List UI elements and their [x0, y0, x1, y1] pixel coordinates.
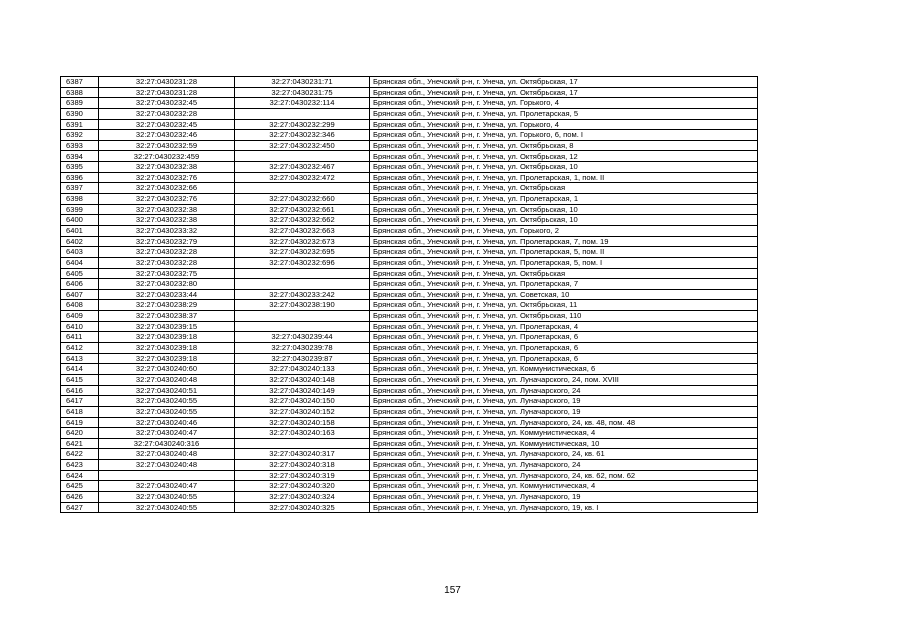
table-row: [61, 225, 758, 236]
parcel-number-cell: 32:27:0430232:28: [99, 247, 235, 258]
row-number-cell: 6425: [61, 481, 99, 492]
table-row: [61, 215, 758, 226]
table-row: [61, 449, 758, 460]
address-cell: Брянская обл., Унечский р-н, г. Унеча, ул. Луначарского, 24: [370, 385, 758, 396]
address-cell: Брянская обл., Унечский р-н, г. Унеча, ул. Октябрьская, 17: [370, 87, 758, 98]
row-number-cell: 6392: [61, 130, 99, 141]
table-row: [61, 300, 758, 311]
object-number-cell: 32:27:0430232:662: [235, 215, 370, 226]
object-number-cell: 32:27:0430231:75: [235, 87, 370, 98]
table-row: [61, 491, 758, 502]
address-cell: Брянская обл., Унечский р-н, г. Унеча, ул. Пролетарская, 7, пом. 19: [370, 236, 758, 247]
parcel-number-cell: 32:27:0430239:15: [99, 321, 235, 332]
object-number-cell: [235, 268, 370, 279]
address-cell: Брянская обл., Унечский р-н, г. Унеча, ул. Советская, 10: [370, 289, 758, 300]
row-number-cell: 6415: [61, 374, 99, 385]
parcel-number-cell: 32:27:0430239:18: [99, 343, 235, 354]
object-number-cell: [235, 279, 370, 290]
object-number-cell: 32:27:0430240:149: [235, 385, 370, 396]
row-number-cell: 6411: [61, 332, 99, 343]
address-cell: Брянская обл., Унечский р-н, г. Унеча, ул. Горького, 6, пом. I: [370, 130, 758, 141]
address-cell: Брянская обл., Унечский р-н, г. Унеча, ул. Пролетарская, 6: [370, 353, 758, 364]
address-cell: Брянская обл., Унечский р-н, г. Унеча, ул. Октябрьская, 8: [370, 140, 758, 151]
address-cell: Брянская обл., Унечский р-н, г. Унеча, ул. Горького, 4: [370, 98, 758, 109]
table-row: [61, 130, 758, 141]
address-cell: Брянская обл., Унечский р-н, г. Унеча, ул. Октябрьская, 11: [370, 300, 758, 311]
parcel-number-cell: 32:27:0430240:48: [99, 374, 235, 385]
page-number: 157: [444, 585, 461, 596]
table-row: [61, 374, 758, 385]
parcel-number-cell: 32:27:0430240:55: [99, 406, 235, 417]
parcel-number-cell: 32:27:0430232:76: [99, 194, 235, 205]
registry-table-body: [61, 77, 758, 513]
address-cell: Брянская обл., Унечский р-н, г. Унеча, ул. Коммунистическая, 10: [370, 438, 758, 449]
address-cell: Брянская обл., Унечский р-н, г. Унеча, ул. Луначарского, 19: [370, 491, 758, 502]
parcel-number-cell: 32:27:0430240:51: [99, 385, 235, 396]
table-row: [61, 151, 758, 162]
table-row: [61, 98, 758, 109]
table-row: [61, 108, 758, 119]
object-number-cell: 32:27:0430240:150: [235, 396, 370, 407]
address-cell: Брянская обл., Унечский р-н, г. Унеча, ул. Луначарского, 24: [370, 460, 758, 471]
object-number-cell: 32:27:0430240:319: [235, 470, 370, 481]
address-cell: Брянская обл., Унечский р-н, г. Унеча, ул. Луначарского, 19, кв. I: [370, 502, 758, 513]
object-number-cell: 32:27:0430240:133: [235, 364, 370, 375]
table-row: [61, 247, 758, 258]
parcel-number-cell: 32:27:0430232:28: [99, 257, 235, 268]
table-row: [61, 481, 758, 492]
address-cell: Брянская обл., Унечский р-н, г. Унеча, ул. Луначарского, 24, кв. 48, пом. 48: [370, 417, 758, 428]
parcel-number-cell: 32:27:0430240:47: [99, 481, 235, 492]
address-cell: Брянская обл., Унечский р-н, г. Унеча, ул. Пролетарская, 6: [370, 332, 758, 343]
table-row: [61, 140, 758, 151]
object-number-cell: [235, 183, 370, 194]
table-row: [61, 364, 758, 375]
address-cell: Брянская обл., Унечский р-н, г. Унеча, ул. Октябрьская, 12: [370, 151, 758, 162]
row-number-cell: 6409: [61, 311, 99, 322]
address-cell: Брянская обл., Унечский р-н, г. Унеча, ул. Октябрьская: [370, 268, 758, 279]
parcel-number-cell: 32:27:0430240:48: [99, 460, 235, 471]
row-number-cell: 6395: [61, 162, 99, 173]
row-number-cell: 6412: [61, 343, 99, 354]
parcel-number-cell: [99, 470, 235, 481]
row-number-cell: 6406: [61, 279, 99, 290]
object-number-cell: [235, 438, 370, 449]
parcel-number-cell: 32:27:0430232:80: [99, 279, 235, 290]
object-number-cell: 32:27:0430233:242: [235, 289, 370, 300]
address-cell: Брянская обл., Унечский р-н, г. Унеча, ул. Луначарского, 24, кв. 62, пом. 62: [370, 470, 758, 481]
parcel-number-cell: 32:27:0430232:59: [99, 140, 235, 151]
table-row: [61, 396, 758, 407]
parcel-number-cell: 32:27:0430240:316: [99, 438, 235, 449]
row-number-cell: 6426: [61, 491, 99, 502]
parcel-number-cell: 32:27:0430240:48: [99, 449, 235, 460]
object-number-cell: 32:27:0430232:346: [235, 130, 370, 141]
parcel-number-cell: 32:27:0430232:38: [99, 215, 235, 226]
parcel-number-cell: 32:27:0430238:29: [99, 300, 235, 311]
object-number-cell: 32:27:0430232:663: [235, 225, 370, 236]
table-row: [61, 236, 758, 247]
table-row: [61, 417, 758, 428]
row-number-cell: 6387: [61, 77, 99, 88]
row-number-cell: 6400: [61, 215, 99, 226]
parcel-number-cell: 32:27:0430240:46: [99, 417, 235, 428]
table-row: [61, 311, 758, 322]
parcel-number-cell: 32:27:0430239:18: [99, 332, 235, 343]
object-number-cell: 32:27:0430231:71: [235, 77, 370, 88]
row-number-cell: 6420: [61, 428, 99, 439]
address-cell: Брянская обл., Унечский р-н, г. Унеча, ул. Октябрьская, 10: [370, 215, 758, 226]
parcel-number-cell: 32:27:0430232:38: [99, 204, 235, 215]
row-number-cell: 6416: [61, 385, 99, 396]
table-row: [61, 172, 758, 183]
row-number-cell: 6407: [61, 289, 99, 300]
object-number-cell: 32:27:0430232:673: [235, 236, 370, 247]
object-number-cell: 32:27:0430240:163: [235, 428, 370, 439]
object-number-cell: 32:27:0430232:472: [235, 172, 370, 183]
object-number-cell: 32:27:0430238:190: [235, 300, 370, 311]
address-cell: Брянская обл., Унечский р-н, г. Унеча, ул. Пролетарская, 6: [370, 343, 758, 354]
row-number-cell: 6419: [61, 417, 99, 428]
row-number-cell: 6418: [61, 406, 99, 417]
table-row: [61, 257, 758, 268]
object-number-cell: 32:27:0430240:318: [235, 460, 370, 471]
object-number-cell: 32:27:0430240:317: [235, 449, 370, 460]
parcel-number-cell: 32:27:0430240:47: [99, 428, 235, 439]
parcel-number-cell: 32:27:0430233:44: [99, 289, 235, 300]
parcel-number-cell: 32:27:0430231:28: [99, 77, 235, 88]
table-row: [61, 87, 758, 98]
table-row: [61, 321, 758, 332]
parcel-number-cell: 32:27:0430238:37: [99, 311, 235, 322]
parcel-number-cell: 32:27:0430231:28: [99, 87, 235, 98]
object-number-cell: 32:27:0430240:320: [235, 481, 370, 492]
address-cell: Брянская обл., Унечский р-н, г. Унеча, ул. Октябрьская, 10: [370, 162, 758, 173]
row-number-cell: 6390: [61, 108, 99, 119]
row-number-cell: 6405: [61, 268, 99, 279]
parcel-number-cell: 32:27:0430240:55: [99, 396, 235, 407]
parcel-number-cell: 32:27:0430232:38: [99, 162, 235, 173]
address-cell: Брянская обл., Унечский р-н, г. Унеча, ул. Пролетарская, 1: [370, 194, 758, 205]
address-cell: Брянская обл., Унечский р-н, г. Унеча, ул. Луначарского, 24, пом. XVIII: [370, 374, 758, 385]
address-cell: Брянская обл., Унечский р-н, г. Унеча, ул. Пролетарская, 5, пом. I: [370, 257, 758, 268]
table-row: [61, 194, 758, 205]
parcel-number-cell: 32:27:0430232:79: [99, 236, 235, 247]
table-row: [61, 406, 758, 417]
row-number-cell: 6396: [61, 172, 99, 183]
address-cell: Брянская обл., Унечский р-н, г. Унеча, ул. Октябрьская, 110: [370, 311, 758, 322]
table-row: [61, 289, 758, 300]
object-number-cell: 32:27:0430232:695: [235, 247, 370, 258]
address-cell: Брянская обл., Унечский р-н, г. Унеча, ул. Луначарского, 19: [370, 396, 758, 407]
parcel-number-cell: 32:27:0430232:46: [99, 130, 235, 141]
address-cell: Брянская обл., Унечский р-н, г. Унеча, ул. Коммунистическая, 6: [370, 364, 758, 375]
table-row: [61, 438, 758, 449]
parcel-number-cell: 32:27:0430232:76: [99, 172, 235, 183]
object-number-cell: 32:27:0430232:450: [235, 140, 370, 151]
row-number-cell: 6403: [61, 247, 99, 258]
parcel-number-cell: 32:27:0430232:459: [99, 151, 235, 162]
address-cell: Брянская обл., Унечский р-н, г. Унеча, ул. Луначарского, 24, кв. 61: [370, 449, 758, 460]
object-number-cell: 32:27:0430232:661: [235, 204, 370, 215]
object-number-cell: 32:27:0430240:148: [235, 374, 370, 385]
object-number-cell: 32:27:0430239:87: [235, 353, 370, 364]
row-number-cell: 6410: [61, 321, 99, 332]
address-cell: Брянская обл., Унечский р-н, г. Унеча, ул. Горького, 4: [370, 119, 758, 130]
parcel-number-cell: 32:27:0430240:55: [99, 491, 235, 502]
row-number-cell: 6413: [61, 353, 99, 364]
table-row: [61, 353, 758, 364]
object-number-cell: 32:27:0430232:696: [235, 257, 370, 268]
parcel-number-cell: 32:27:0430232:75: [99, 268, 235, 279]
table-row: [61, 162, 758, 173]
row-number-cell: 6422: [61, 449, 99, 460]
table-row: [61, 279, 758, 290]
address-cell: Брянская обл., Унечский р-н, г. Унеча, ул. Луначарского, 19: [370, 406, 758, 417]
address-cell: Брянская обл., Унечский р-н, г. Унеча, ул. Октябрьская: [370, 183, 758, 194]
row-number-cell: 6402: [61, 236, 99, 247]
address-cell: Брянская обл., Унечский р-н, г. Унеча, ул. Пролетарская, 1, пом. II: [370, 172, 758, 183]
table-row: [61, 204, 758, 215]
row-number-cell: 6417: [61, 396, 99, 407]
parcel-number-cell: 32:27:0430232:28: [99, 108, 235, 119]
object-number-cell: 32:27:0430240:325: [235, 502, 370, 513]
parcel-number-cell: 32:27:0430233:32: [99, 225, 235, 236]
object-number-cell: [235, 311, 370, 322]
row-number-cell: 6393: [61, 140, 99, 151]
row-number-cell: 6397: [61, 183, 99, 194]
object-number-cell: 32:27:0430239:78: [235, 343, 370, 354]
table-row: [61, 460, 758, 471]
row-number-cell: 6423: [61, 460, 99, 471]
object-number-cell: 32:27:0430232:114: [235, 98, 370, 109]
row-number-cell: 6398: [61, 194, 99, 205]
parcel-number-cell: 32:27:0430232:45: [99, 98, 235, 109]
parcel-number-cell: 32:27:0430240:55: [99, 502, 235, 513]
table-row: [61, 470, 758, 481]
row-number-cell: 6424: [61, 470, 99, 481]
address-cell: Брянская обл., Унечский р-н, г. Унеча, ул. Коммунистическая, 4: [370, 481, 758, 492]
row-number-cell: 6389: [61, 98, 99, 109]
table-row: [61, 332, 758, 343]
address-cell: Брянская обл., Унечский р-н, г. Унеча, ул. Пролетарская, 5, пом. II: [370, 247, 758, 258]
table-row: [61, 268, 758, 279]
row-number-cell: 6427: [61, 502, 99, 513]
row-number-cell: 6401: [61, 225, 99, 236]
object-number-cell: 32:27:0430232:299: [235, 119, 370, 130]
row-number-cell: 6404: [61, 257, 99, 268]
address-cell: Брянская обл., Унечский р-н, г. Унеча, ул. Октябрьская, 17: [370, 77, 758, 88]
parcel-number-cell: 32:27:0430240:60: [99, 364, 235, 375]
table-row: [61, 502, 758, 513]
table-row: [61, 119, 758, 130]
address-cell: Брянская обл., Унечский р-н, г. Унеча, ул. Пролетарская, 7: [370, 279, 758, 290]
object-number-cell: 32:27:0430232:467: [235, 162, 370, 173]
table-row: [61, 183, 758, 194]
address-cell: Брянская обл., Унечский р-н, г. Унеча, ул. Пролетарская, 4: [370, 321, 758, 332]
object-number-cell: 32:27:0430240:324: [235, 491, 370, 502]
row-number-cell: 6421: [61, 438, 99, 449]
parcel-number-cell: 32:27:0430232:45: [99, 119, 235, 130]
table-row: [61, 343, 758, 354]
row-number-cell: 6394: [61, 151, 99, 162]
object-number-cell: [235, 108, 370, 119]
parcel-number-cell: 32:27:0430239:18: [99, 353, 235, 364]
table-row: [61, 385, 758, 396]
address-cell: Брянская обл., Унечский р-н, г. Унеча, ул. Горького, 2: [370, 225, 758, 236]
table-row: [61, 77, 758, 88]
row-number-cell: 6388: [61, 87, 99, 98]
parcel-number-cell: 32:27:0430232:66: [99, 183, 235, 194]
object-number-cell: [235, 321, 370, 332]
row-number-cell: 6414: [61, 364, 99, 375]
row-number-cell: 6391: [61, 119, 99, 130]
object-number-cell: [235, 151, 370, 162]
address-cell: Брянская обл., Унечский р-н, г. Унеча, ул. Октябрьская, 10: [370, 204, 758, 215]
address-cell: Брянская обл., Унечский р-н, г. Унеча, ул. Коммунистическая, 4: [370, 428, 758, 439]
object-number-cell: 32:27:0430232:660: [235, 194, 370, 205]
object-number-cell: 32:27:0430240:152: [235, 406, 370, 417]
address-cell: Брянская обл., Унечский р-н, г. Унеча, ул. Пролетарская, 5: [370, 108, 758, 119]
registry-table: [60, 76, 758, 513]
object-number-cell: 32:27:0430239:44: [235, 332, 370, 343]
row-number-cell: 6399: [61, 204, 99, 215]
object-number-cell: 32:27:0430240:158: [235, 417, 370, 428]
row-number-cell: 6408: [61, 300, 99, 311]
table-row: [61, 428, 758, 439]
